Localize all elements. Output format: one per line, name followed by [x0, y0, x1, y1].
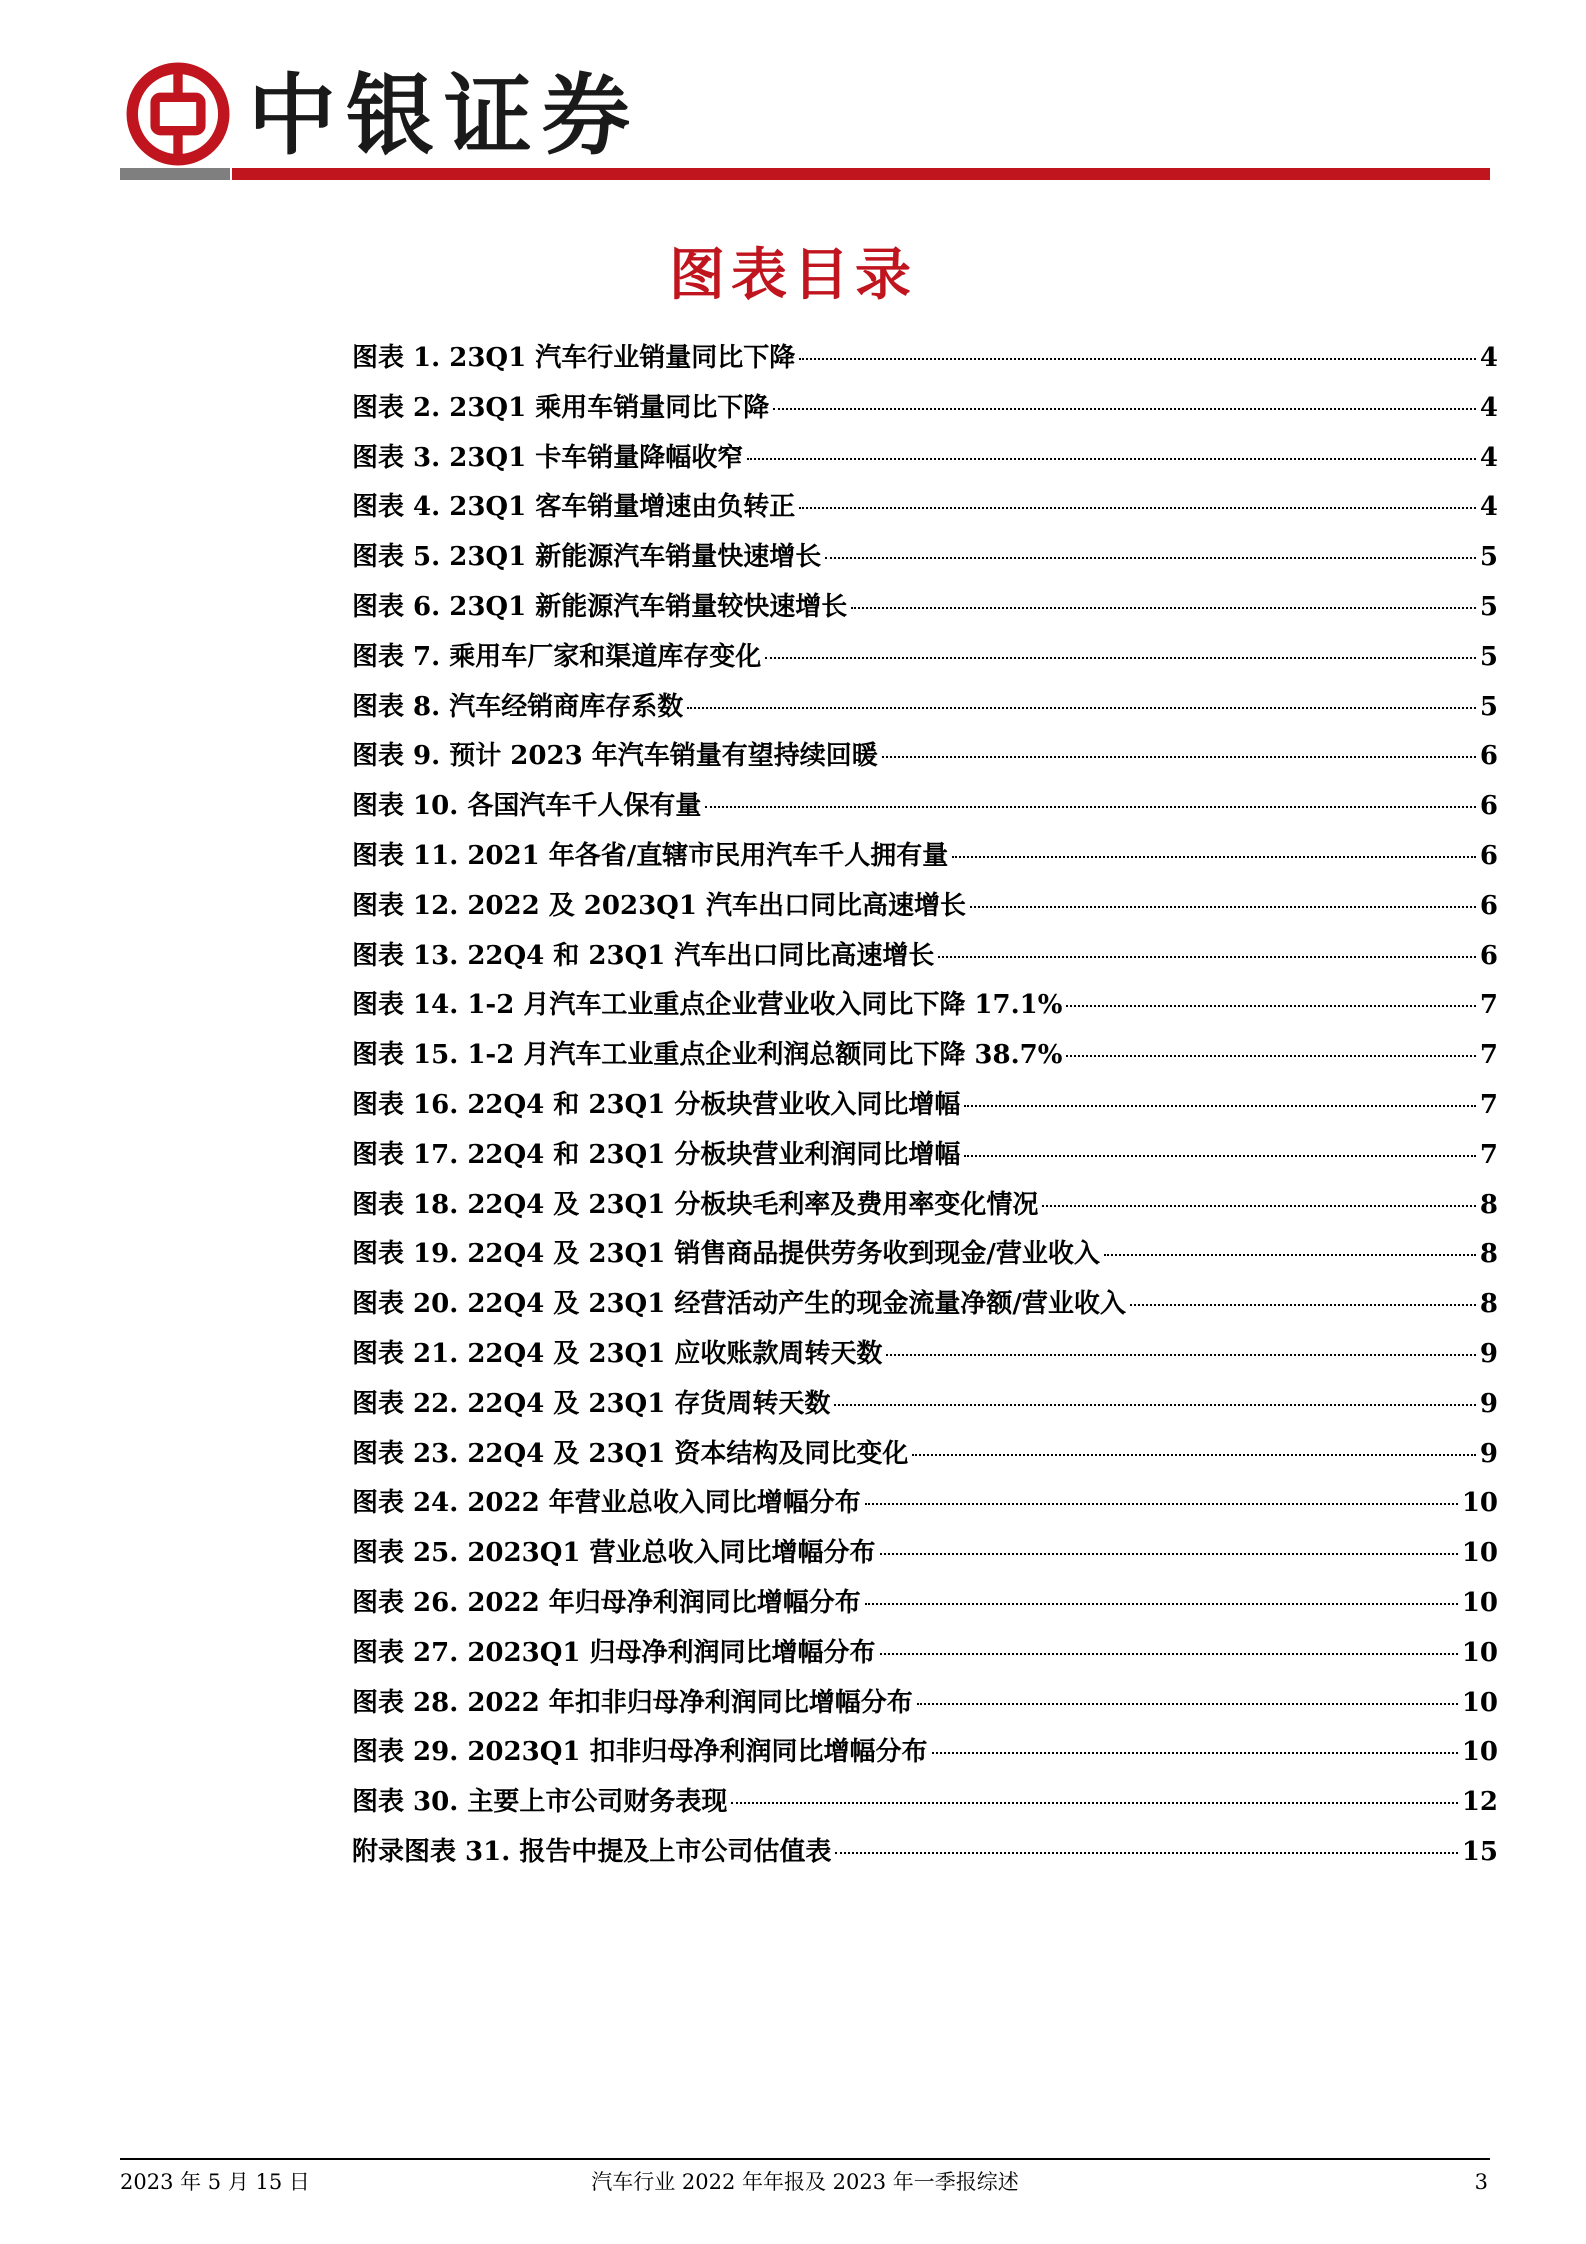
toc-entry-label[interactable]: 图表 2. 23Q1 乘用车销量同比下降	[352, 392, 770, 423]
toc-entry-label[interactable]: 图表 25. 2023Q1 营业总收入同比增幅分布	[352, 1538, 876, 1569]
toc-entry-page-number[interactable]: 5	[1479, 691, 1498, 722]
toc-entry[interactable]	[352, 981, 1498, 1031]
toc-entry[interactable]	[352, 782, 1498, 832]
toc-entry[interactable]	[352, 1479, 1498, 1529]
toc-entry[interactable]	[352, 633, 1498, 683]
toc-entry[interactable]	[352, 1579, 1498, 1629]
toc-dot-leader	[880, 1653, 1458, 1655]
toc-entry-page-number[interactable]: 8	[1479, 1289, 1498, 1320]
toc-dot-leader	[1042, 1205, 1476, 1207]
toc-title: 图表目录	[669, 243, 917, 308]
toc-entry-page-number[interactable]: 10	[1461, 1538, 1498, 1569]
toc-entry-page-number[interactable]: 10	[1461, 1587, 1498, 1618]
toc-dot-leader	[932, 1752, 1458, 1754]
toc-entry-page-number[interactable]: 7	[1479, 990, 1498, 1021]
toc-dot-leader	[765, 657, 1476, 659]
page-header	[120, 62, 1490, 182]
page-footer	[120, 2164, 1490, 2200]
toc-entry-page-number[interactable]: 5	[1479, 591, 1498, 622]
toc-entry-page-number[interactable]: 10	[1461, 1637, 1498, 1668]
toc-dot-leader	[705, 806, 1476, 808]
toc-entry-label[interactable]: 图表 12. 2022 及 2023Q1 汽车出口同比高速增长	[352, 890, 966, 921]
toc-entry-page-number[interactable]: 4	[1479, 492, 1498, 523]
toc-entry-page-number[interactable]: 9	[1479, 1388, 1498, 1419]
toc-entry[interactable]	[352, 1230, 1498, 1280]
toc-entry[interactable]	[352, 1679, 1498, 1729]
toc-dot-leader	[773, 408, 1476, 410]
toc-dot-leader	[1066, 1055, 1475, 1057]
toc-dot-leader	[865, 1503, 1458, 1505]
toc-dot-leader	[865, 1603, 1458, 1605]
toc-entry-label[interactable]: 图表 10. 各国汽车千人保有量	[352, 791, 702, 822]
toc-entry-label[interactable]: 图表 15. 1-2 月汽车工业重点企业利润总额同比下降 38.7%	[352, 1040, 1063, 1071]
toc-entry-page-number[interactable]: 7	[1479, 1089, 1498, 1120]
toc-entry[interactable]	[352, 384, 1498, 434]
toc-entry-page-number[interactable]: 8	[1479, 1239, 1498, 1270]
toc-entry-label[interactable]: 图表 28. 2022 年扣非归母净利润同比增幅分布	[352, 1687, 913, 1718]
toc-entry-label[interactable]: 图表 30. 主要上市公司财务表现	[352, 1787, 728, 1818]
toc-entry-label[interactable]: 图表 19. 22Q4 及 23Q1 销售商品提供劳务收到现金/营业收入	[352, 1239, 1100, 1270]
bank-of-china-logo-icon	[126, 62, 230, 166]
toc-entry-page-number[interactable]: 9	[1479, 1438, 1498, 1469]
toc-dot-leader	[747, 458, 1476, 460]
toc-entry-page-number[interactable]: 5	[1479, 641, 1498, 672]
toc-dot-leader	[835, 1852, 1457, 1854]
toc-entry-label[interactable]: 图表 27. 2023Q1 归母净利润同比增幅分布	[352, 1637, 876, 1668]
toc-entry-label[interactable]: 图表 23. 22Q4 及 23Q1 资本结构及同比变化	[352, 1438, 909, 1469]
toc-dot-leader	[687, 707, 1476, 709]
toc-dot-leader	[964, 1105, 1476, 1107]
header-rule-red	[232, 168, 1490, 180]
toc-entry-page-number[interactable]: 6	[1479, 840, 1498, 871]
toc-entry[interactable]	[352, 1280, 1498, 1330]
footer-page-number: 3	[1474, 2170, 1488, 2194]
toc-entry[interactable]	[352, 882, 1498, 932]
toc-dot-leader	[834, 1404, 1476, 1406]
toc-entry[interactable]	[352, 1828, 1498, 1878]
toc-entry-label[interactable]: 图表 26. 2022 年归母净利润同比增幅分布	[352, 1587, 861, 1618]
toc-entry-label[interactable]: 图表 14. 1-2 月汽车工业重点企业营业收入同比下降 17.1%	[352, 990, 1063, 1021]
toc-entry-page-number[interactable]: 10	[1461, 1687, 1498, 1718]
toc-entry-label[interactable]: 图表 16. 22Q4 和 23Q1 分板块营业收入同比增幅	[352, 1089, 961, 1120]
brand-name: 中银证券	[248, 64, 641, 167]
toc-entry-page-number[interactable]: 4	[1479, 392, 1498, 423]
toc-dot-leader	[882, 756, 1476, 758]
toc-entry-label[interactable]: 图表 1. 23Q1 汽车行业销量同比下降	[352, 343, 796, 373]
toc-entry-page-number[interactable]: 10	[1461, 1737, 1498, 1768]
toc-entry-page-number[interactable]: 10	[1461, 1488, 1498, 1519]
toc-entry-page-number[interactable]: 6	[1479, 791, 1498, 822]
toc-list	[352, 334, 1498, 1878]
toc-dot-leader	[886, 1354, 1476, 1356]
toc-entry-page-number[interactable]: 8	[1479, 1189, 1498, 1220]
toc-dot-leader	[1066, 1005, 1475, 1007]
toc-entry[interactable]	[352, 533, 1498, 583]
toc-entry-label[interactable]: 图表 7. 乘用车厂家和渠道库存变化	[352, 641, 762, 672]
toc-entry-label[interactable]: 图表 29. 2023Q1 扣非归母净利润同比增幅分布	[352, 1737, 928, 1768]
toc-entry[interactable]	[352, 483, 1498, 533]
toc-entry[interactable]	[352, 1778, 1498, 1828]
toc-dot-leader	[880, 1553, 1458, 1555]
toc-entry-label[interactable]: 图表 4. 23Q1 客车销量增速由负转正	[352, 492, 796, 523]
toc-entry-label[interactable]: 图表 9. 预计 2023 年汽车销量有望持续回暖	[352, 741, 878, 772]
toc-entry-label[interactable]: 图表 22. 22Q4 及 23Q1 存货周转天数	[352, 1388, 831, 1419]
toc-entry-label[interactable]: 图表 11. 2021 年各省/直辖市民用汽车千人拥有量	[352, 840, 949, 871]
footer-rule	[120, 2158, 1490, 2160]
toc-entry[interactable]	[352, 732, 1498, 782]
toc-entry[interactable]	[352, 1529, 1498, 1579]
toc-entry[interactable]	[352, 583, 1498, 633]
toc-entry-label[interactable]: 图表 20. 22Q4 及 23Q1 经营活动产生的现金流量净额/营业收入	[352, 1289, 1126, 1320]
toc-entry[interactable]	[352, 434, 1498, 484]
toc-entry-label[interactable]: 图表 5. 23Q1 新能源汽车销量快速增长	[352, 542, 822, 573]
toc-entry-label[interactable]: 图表 6. 23Q1 新能源汽车销量较快速增长	[352, 591, 848, 622]
toc-dot-leader	[917, 1703, 1458, 1705]
toc-entry-page-number[interactable]: 7	[1479, 1139, 1498, 1170]
toc-dot-leader	[1104, 1254, 1476, 1256]
toc-dot-leader	[970, 906, 1476, 908]
footer-report-title: 汽车行业 2022 年年报及 2023 年一季报综述	[591, 2170, 1019, 2194]
toc-entry-page-number[interactable]: 12	[1461, 1787, 1498, 1818]
toc-entry-page-number[interactable]: 6	[1479, 890, 1498, 921]
toc-entry-page-number[interactable]: 5	[1479, 542, 1498, 573]
toc-entry-label[interactable]: 图表 13. 22Q4 和 23Q1 汽车出口同比高速增长	[352, 940, 935, 971]
toc-entry-page-number[interactable]: 9	[1479, 1338, 1498, 1369]
toc-dot-leader	[912, 1454, 1476, 1456]
toc-entry-page-number[interactable]: 7	[1479, 1040, 1498, 1071]
toc-entry-label[interactable]: 图表 21. 22Q4 及 23Q1 应收账款周转天数	[352, 1338, 883, 1369]
toc-dot-leader	[731, 1802, 1457, 1804]
toc-entry-page-number[interactable]: 6	[1479, 741, 1498, 772]
header-rule-gray	[120, 168, 230, 180]
toc-entry-page-number[interactable]: 4	[1479, 442, 1498, 473]
toc-entry[interactable]	[352, 1330, 1498, 1380]
toc-entry[interactable]	[352, 1430, 1498, 1480]
toc-dot-leader	[1130, 1304, 1476, 1306]
toc-dot-leader	[851, 607, 1476, 609]
toc-entry-label[interactable]: 图表 18. 22Q4 及 23Q1 分板块毛利率及费用率变化情况	[352, 1189, 1039, 1220]
toc-entry[interactable]	[352, 334, 1498, 384]
toc-entry[interactable]	[352, 1728, 1498, 1778]
toc-dot-leader	[964, 1155, 1476, 1157]
toc-dot-leader	[825, 557, 1476, 559]
footer-date: 2023 年 5 月 15 日	[120, 2170, 310, 2194]
toc-entry[interactable]	[352, 1629, 1498, 1679]
toc-entry[interactable]	[352, 1380, 1498, 1430]
toc-dot-leader	[938, 956, 1476, 958]
toc-entry[interactable]	[352, 832, 1498, 882]
toc-dot-leader	[799, 507, 1476, 509]
toc-dot-leader	[952, 856, 1476, 858]
toc-entry-label[interactable]: 附录图表 31. 报告中提及上市公司估值表	[352, 1836, 832, 1867]
toc-entry-label[interactable]: 图表 3. 23Q1 卡车销量降幅收窄	[352, 442, 744, 473]
toc-entry-label[interactable]: 图表 17. 22Q4 和 23Q1 分板块营业利润同比增幅	[352, 1139, 961, 1170]
toc-entry-page-number[interactable]: 6	[1479, 940, 1498, 971]
toc-entry-label[interactable]: 图表 24. 2022 年营业总收入同比增幅分布	[352, 1488, 861, 1519]
toc-entry[interactable]	[352, 1131, 1498, 1181]
toc-entry-page-number[interactable]: 4	[1479, 343, 1498, 373]
toc-entry-page-number[interactable]: 15	[1461, 1836, 1498, 1867]
toc-dot-leader	[799, 358, 1476, 360]
toc-entry[interactable]	[352, 683, 1498, 733]
toc-entry[interactable]	[352, 1031, 1498, 1081]
toc-entry[interactable]	[352, 1181, 1498, 1231]
toc-entry[interactable]	[352, 932, 1498, 982]
toc-entry-label[interactable]: 图表 8. 汽车经销商库存系数	[352, 691, 684, 722]
toc-entry[interactable]	[352, 1081, 1498, 1131]
